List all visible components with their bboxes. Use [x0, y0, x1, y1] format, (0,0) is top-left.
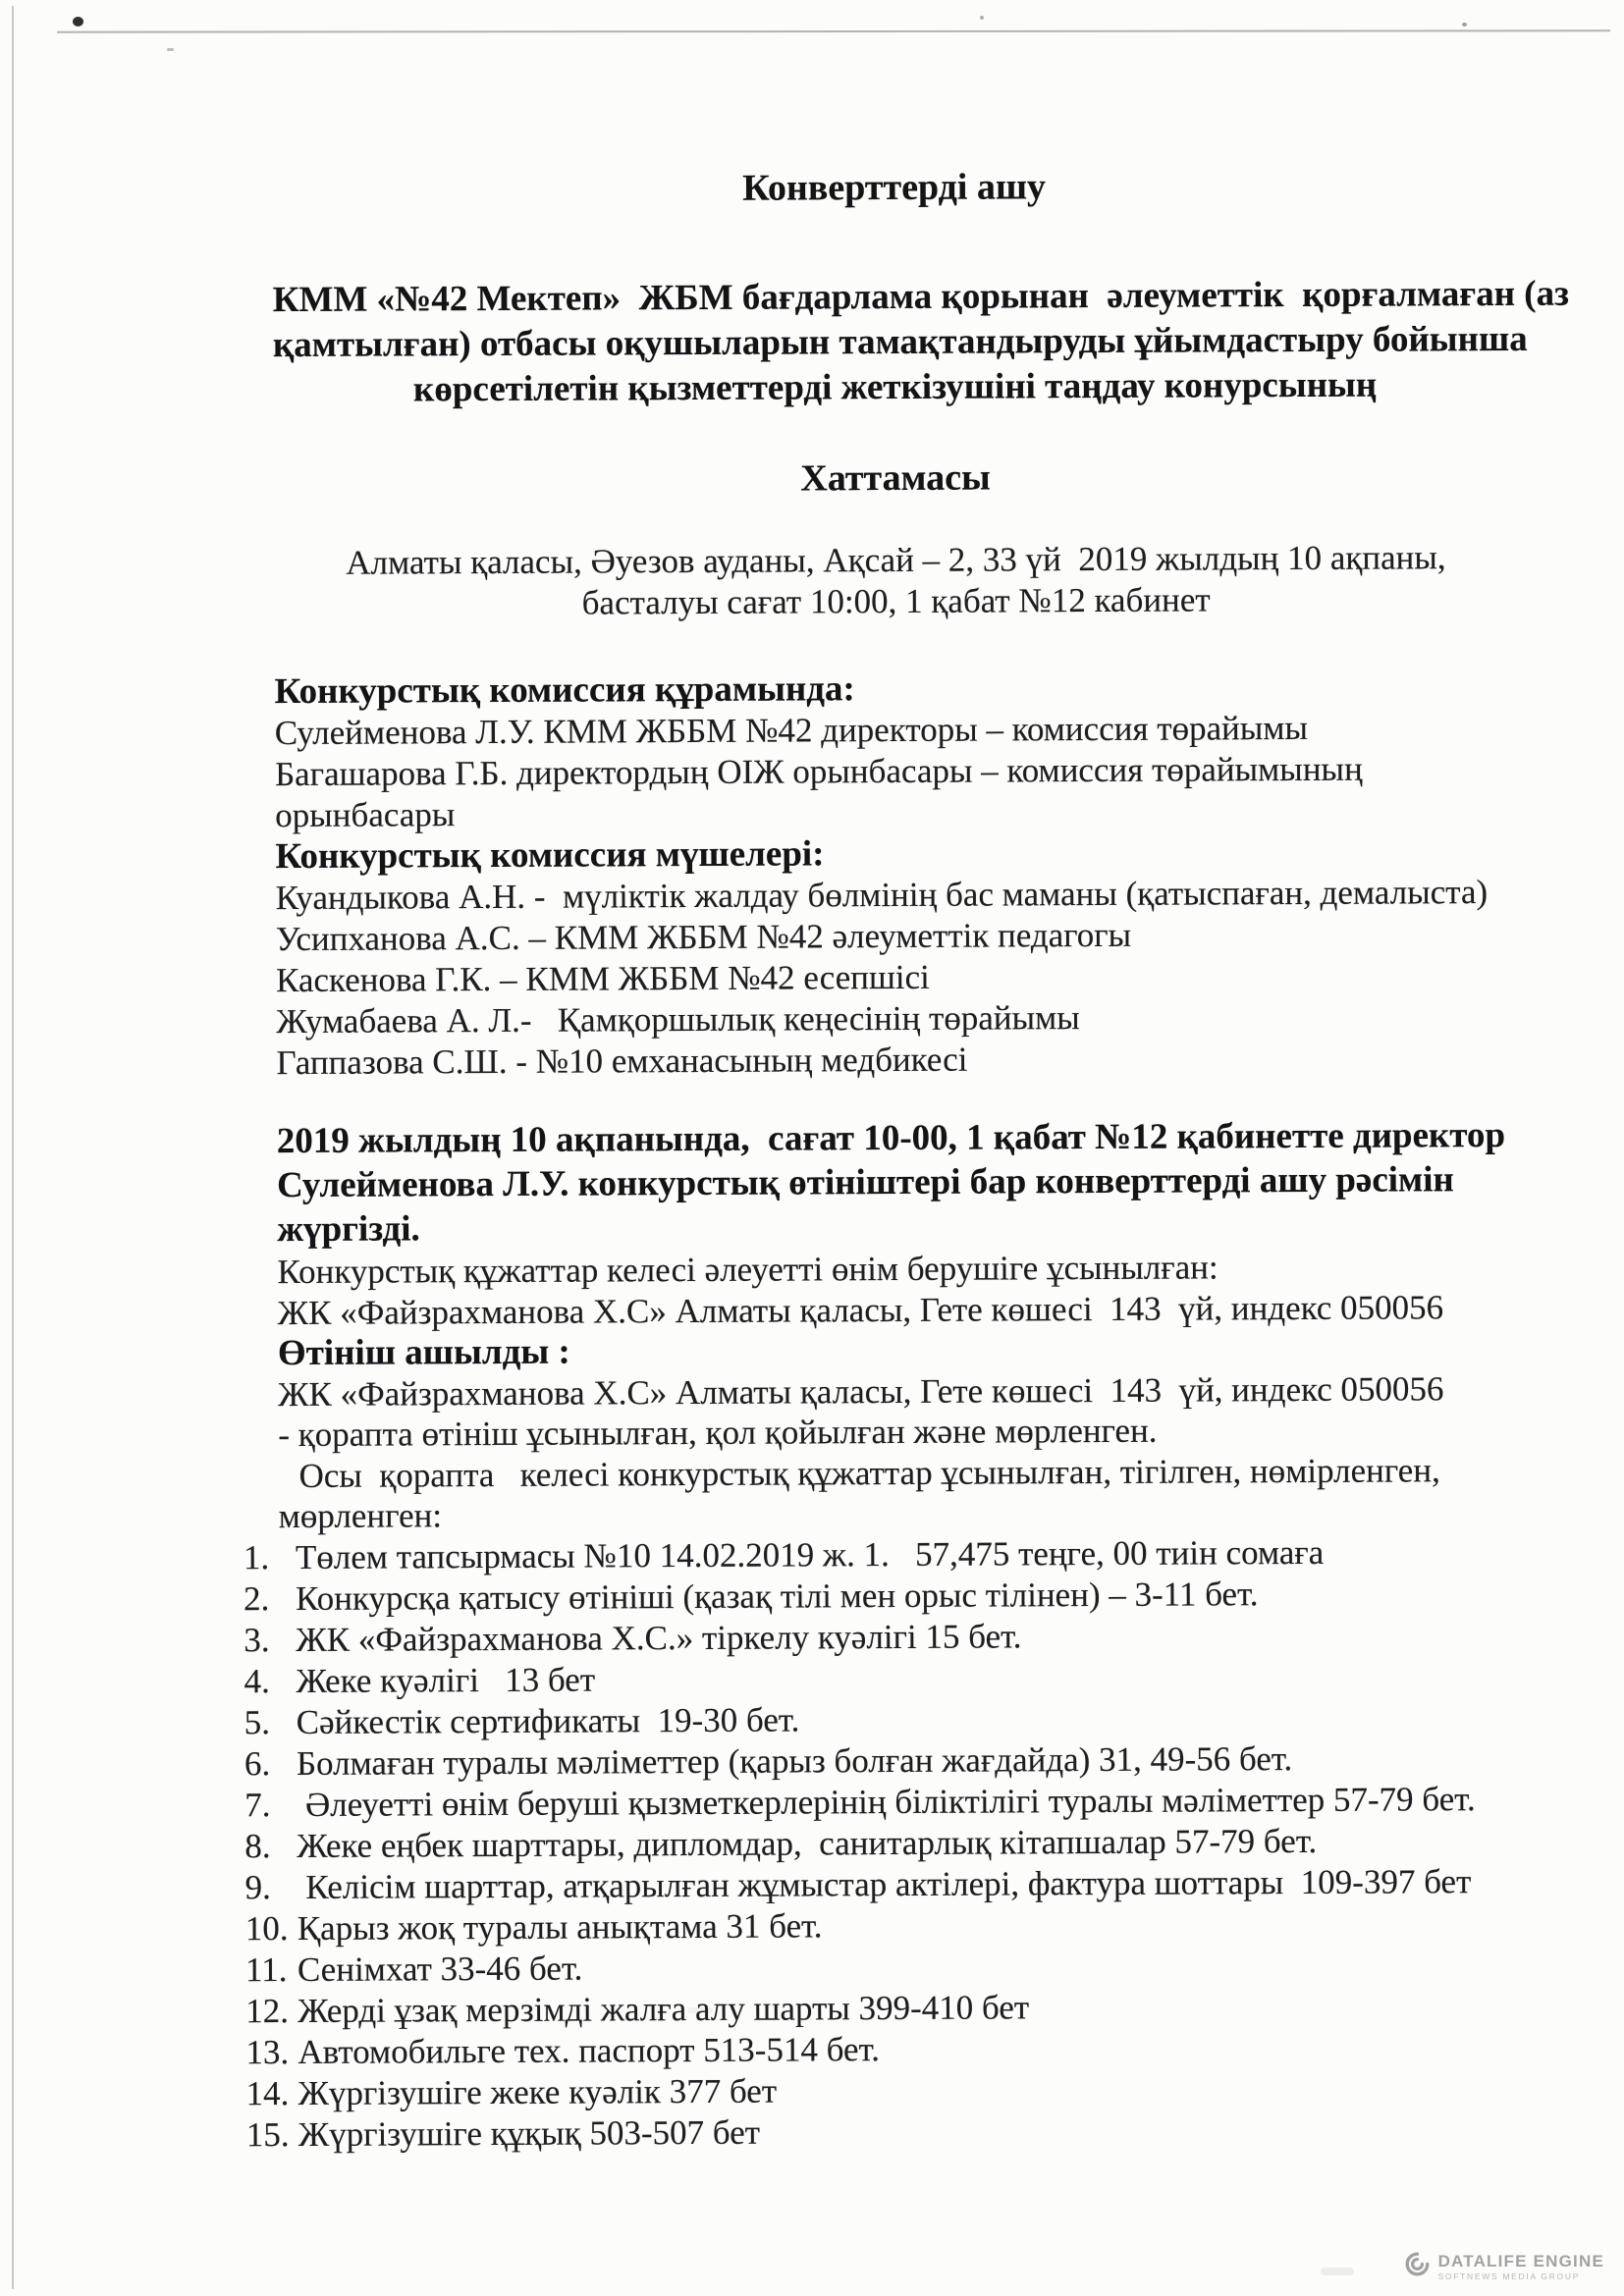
heading-line: қамтылған) отбасы оқушыларын тамақтандыруды ұйымдастыру бойынша	[272, 318, 1528, 366]
list-item-text: Жеке еңбек шарттары, дипломдар, санитарлық кітапшалар 57-79 бет.	[297, 1821, 1318, 1865]
list-item-number: 13.	[245, 2032, 290, 2071]
list-item-text: Төлем тапсырмасы №10 14.02.2019 ж. 1. 57,475 теңге, 00 тиін сомаға	[295, 1532, 1325, 1576]
commission-member-line: Усипханова А.С. – КММ ЖББМ №42 әлеуметтік педагогы	[275, 915, 1132, 959]
supplier-section	[277, 1246, 1522, 1537]
list-item-text: Конкурсқа қатысу өтініші (қазақ тілі мен орыс тілінен) – 3-11 бет.	[296, 1574, 1259, 1618]
list-item	[244, 1695, 1524, 1742]
list-item-text: Қарыз жоқ туралы анықтама 31 бет.	[297, 1905, 823, 1948]
list-item	[244, 1613, 1523, 1660]
list-item	[243, 1530, 1523, 1577]
protocol-label: Хаттамасы	[800, 456, 991, 500]
heading-line: көрсетілетін қызметтерді жеткізушіні таңдау конурсының	[412, 364, 1378, 410]
list-item-text: Жерді ұзақ мерзімді жалға алу шарты 399-410 бет	[298, 1987, 1030, 2030]
box-contents-line: мөрленген:	[278, 1496, 443, 1536]
scan-speck	[167, 48, 174, 51]
list-item-text: Автомобильге тех. паспорт 513-514 бет.	[298, 2029, 881, 2071]
procedure-line: жүргізді.	[277, 1208, 420, 1251]
list-item	[244, 1736, 1524, 1784]
heading-line: КММ «№42 Мектеп» ЖБМ бағдарлама қорынан әлеуметтік қорғалмаған (аз	[272, 273, 1570, 321]
list-item-text: Болмаған туралы мәліметтер (қарыз болған жағдайда) 31, 49-56 бет.	[296, 1738, 1293, 1783]
list-item	[244, 1901, 1525, 1949]
list-item-number: 7.	[244, 1785, 271, 1824]
list-item-text: Сәйкестік сертификаты 19-30 бет.	[296, 1699, 800, 1741]
tender-heading	[272, 272, 1570, 413]
list-item	[245, 1984, 1525, 2031]
commission-member-line: Куандыкова А.Н. - мүліктік жалдау бөлмінің бас маманы (қатыспаған, демалыста)	[275, 873, 1489, 918]
opened-supplier-line: ЖК «Файзрахманова Х.С» Алматы қаласы, Гете көшесі 143 үй, индекс 050056	[278, 1368, 1444, 1414]
list-item-text: Жеке куәлігі 13 бет	[296, 1660, 596, 1700]
datalife-engine-logo-icon	[1404, 2251, 1431, 2282]
commission-section	[275, 666, 1521, 1084]
venue-line: басталуы сағат 10:00, 1 қабат №12 кабинет	[581, 580, 1211, 622]
commission-member-line: Багашарова Г.Б. директордың ОІЖ орынбасары – комиссия төрайымының	[274, 749, 1363, 794]
list-item-number: 10.	[244, 1908, 289, 1948]
commission-member-line: Каскенова Г.К. – КММ ЖББМ №42 есепшісі	[275, 957, 930, 1000]
datalife-engine-watermark	[1404, 2251, 1604, 2282]
document-title: Конверттерді ашу	[742, 166, 1047, 209]
supplier-line: ЖК «Файзрахманова Х.С» Алматы қаласы, Гете көшесі 143 үй, индекс 050056	[277, 1287, 1444, 1332]
list-item-number: 15.	[245, 2114, 290, 2154]
document-content	[243, 162, 1570, 2156]
list-item-number: 3.	[244, 1620, 270, 1659]
list-item	[244, 1572, 1523, 1619]
scan-ink-dot	[73, 17, 83, 27]
list-item-number: 6.	[244, 1743, 271, 1783]
scan-speck	[980, 16, 984, 20]
commission-member-line: Жумабаева А. Л.- Қамқоршылық кеңесінің төрайымы	[276, 998, 1080, 1041]
list-item-number: 8.	[244, 1826, 271, 1865]
list-item-text: Жүргізушіге жеке куәлік 377 бет	[298, 2071, 778, 2112]
list-item-number: 1.	[243, 1537, 270, 1576]
commission-member-line: Гаппазова С.Ш. - №10 емханасының медбикесі	[276, 1040, 968, 1083]
list-item	[244, 1819, 1524, 1866]
watermark-tagline: SOFTNEWS MEDIA GROUP	[1437, 2270, 1581, 2281]
list-item	[245, 2025, 1525, 2072]
opened-note: - қорапта өтініш ұсынылған, қол қойылған және мөрленген.	[278, 1411, 1158, 1455]
list-item	[244, 1943, 1525, 1990]
procedure-line: Сулейменова Л.У. конкурстық өтініштері бар конверттерді ашу рәсімін	[276, 1159, 1454, 1206]
list-item-number: 5.	[244, 1702, 271, 1741]
commission-members-heading: Конкурстық комиссия мүшелері:	[275, 833, 825, 878]
scan-edge-line-left	[12, 6, 14, 2289]
list-item-number: 11.	[244, 1949, 288, 1989]
submitted-documents-list	[243, 1530, 1526, 2155]
procedure-line: 2019 жылдың 10 ақпанында, сағат 10-00, 1 қабат №12 қабинетте директор	[276, 1114, 1506, 1162]
venue-line: Алматы қаласы, Әуезов ауданы, Ақсай – 2, 33 үй 2019 жылдың 10 ақпаны,	[346, 538, 1446, 582]
list-item-text: Жүргізушіге құқық 503-507 бет	[298, 2112, 761, 2154]
list-item-text: Сенімхат 33-46 бет.	[297, 1949, 583, 1989]
application-opened-heading: Өтініш ашылды :	[277, 1331, 570, 1374]
list-item	[244, 1654, 1523, 1701]
watermark-brand: DATALIFE ENGINE	[1437, 2251, 1604, 2270]
list-item-number: 2.	[244, 1578, 270, 1618]
list-item-number: 4.	[244, 1661, 270, 1700]
procedure-paragraph	[277, 1113, 1522, 1252]
commission-member-line: орынбасары	[275, 795, 456, 835]
commission-composition-heading: Конкурстық комиссия құрамында:	[274, 668, 855, 713]
supplier-intro: Конкурстық құжаттар келесі әлеуетті өнім берушіге ұсынылған:	[277, 1248, 1218, 1292]
list-item	[244, 1778, 1524, 1825]
scan-smudge	[1321, 2268, 1354, 2275]
list-item-number: 14.	[245, 2073, 290, 2112]
scan-speck	[1462, 23, 1467, 27]
list-item-number: 9.	[244, 1867, 271, 1906]
list-item	[245, 2108, 1526, 2155]
box-contents-line: Осы қорапта келесі конкурстық құжаттар ұсынылған, тігілген, нөмірленген,	[298, 1450, 1440, 1495]
scan-edge-line-top	[57, 29, 1610, 32]
list-item	[244, 1860, 1524, 1907]
venue-block	[274, 537, 1518, 625]
watermark-text	[1438, 2253, 1604, 2281]
list-item	[245, 2066, 1525, 2113]
list-item-text: Келісім шарттар, атқарылған жұмыстар актілері, фактура шоттары 109-397 бет	[297, 1861, 1472, 1906]
commission-member-line: Сулейменова Л.У. КММ ЖББМ №42 директоры – комиссия төрайымы	[274, 708, 1309, 753]
list-item-text: Әлеуетті өнім беруші қызметкерлерінің біліктілігі туралы мәліметтер 57-79 бет.	[297, 1779, 1476, 1824]
list-item-text: ЖК «Файзрахманова Х.С.» тіркелу куәлігі 15 бет.	[296, 1616, 1022, 1659]
list-item-number: 12.	[245, 1991, 290, 2030]
